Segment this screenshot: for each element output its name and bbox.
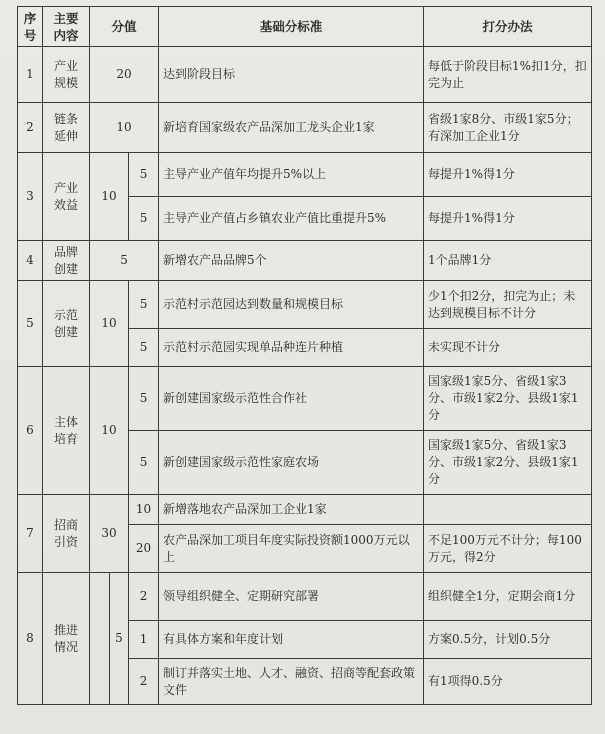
- item-standard: 制订并落实土地、人才、融资、招商等配套政策文件: [159, 659, 424, 705]
- item-score: 2: [129, 659, 159, 705]
- item-standard: 有具体方案和年度计划: [159, 621, 424, 659]
- row-no: 5: [18, 281, 43, 367]
- table-row: [18, 103, 592, 153]
- row-content: 链条延伸: [43, 103, 90, 153]
- header-row: [18, 7, 592, 47]
- item-method: 未实现不计分: [424, 329, 592, 367]
- table-row: [18, 241, 592, 281]
- item-method: 每提升1%得1分: [424, 197, 592, 241]
- table-row: [18, 495, 592, 525]
- table-row: [18, 47, 592, 103]
- row-content: 品牌创建: [43, 241, 90, 281]
- item-score: 5: [129, 197, 159, 241]
- item-method: 不足100万元不计分；每100万元，得2分: [424, 525, 592, 573]
- scoring-table: [17, 6, 592, 705]
- item-score: 20: [129, 525, 159, 573]
- item-method: 组织健全1分，定期会商1分: [424, 573, 592, 621]
- row-method: 省级1家8分、市级1家5分；有深加工企业1分: [424, 103, 592, 153]
- item-standard: 主导产业产值占乡镇农业产值比重提升5%: [159, 197, 424, 241]
- item-standard: 主导产业产值年均提升5%以上: [159, 153, 424, 197]
- table-row: [18, 367, 592, 431]
- row-no: 2: [18, 103, 43, 153]
- item-standard: 领导组织健全、定期研究部署: [159, 573, 424, 621]
- item-standard: 农产品深加工项目年度实际投资额1000万元以上: [159, 525, 424, 573]
- row-score: 30: [90, 495, 129, 573]
- item-score: 5: [129, 281, 159, 329]
- row-score: 10: [90, 153, 129, 241]
- header-standard: 基础分标准: [159, 7, 424, 47]
- item-standard: 新创建国家级示范性家庭农场: [159, 431, 424, 495]
- item-standard: 新创建国家级示范性合作社: [159, 367, 424, 431]
- row-content: 示范创建: [43, 281, 90, 367]
- row-score: 20: [90, 47, 159, 103]
- table-row: [18, 153, 592, 197]
- header-method: 打分办法: [424, 7, 592, 47]
- item-standard: 新增落地农产品深加工企业1家: [159, 495, 424, 525]
- item-method: 有1项得0.5分: [424, 659, 592, 705]
- row-score: 10: [90, 103, 159, 153]
- row-no: 3: [18, 153, 43, 241]
- item-standard: 示范村示范园达到数量和规模目标: [159, 281, 424, 329]
- row-score: 10: [90, 367, 129, 495]
- table-row: [18, 281, 592, 329]
- row-content: 招商引资: [43, 495, 90, 573]
- item-score: 5: [129, 431, 159, 495]
- item-score: 10: [129, 495, 159, 525]
- item-method: 国家级1家5分、省级1家3分、市级1家2分、县级1家1分: [424, 431, 592, 495]
- item-score: 5: [129, 329, 159, 367]
- header-score: 分值: [90, 7, 159, 47]
- row-no: 6: [18, 367, 43, 495]
- row-no: 4: [18, 241, 43, 281]
- item-method: 方案0.5分，计划0.5分: [424, 621, 592, 659]
- row-content: 推进情况: [43, 573, 90, 705]
- row-content: 产业规模: [43, 47, 90, 103]
- row-no: 1: [18, 47, 43, 103]
- row-no: 8: [18, 573, 43, 705]
- row-method: 1个品牌1分: [424, 241, 592, 281]
- row-method: 每低于阶段目标1%扣1分，扣完为止: [424, 47, 592, 103]
- item-standard: 示范村示范园实现单品种连片种植: [159, 329, 424, 367]
- header-content: 主要内容: [43, 7, 90, 47]
- row-no: 7: [18, 495, 43, 573]
- score-spacer: [90, 573, 110, 705]
- item-method: [424, 495, 592, 525]
- item-score: 5: [129, 367, 159, 431]
- item-score: 5: [129, 153, 159, 197]
- row-score: 10: [90, 281, 129, 367]
- item-method: 少1个扣2分，扣完为止；未达到规模目标不计分: [424, 281, 592, 329]
- header-no: 序号: [18, 7, 43, 47]
- row-standard: 新增农产品品牌5个: [159, 241, 424, 281]
- row-content: 主体培育: [43, 367, 90, 495]
- item-score: 2: [129, 573, 159, 621]
- item-method: 每提升1%得1分: [424, 153, 592, 197]
- row-standard: 新培育国家级农产品深加工龙头企业1家: [159, 103, 424, 153]
- row-score: 5: [110, 573, 129, 705]
- row-score: 5: [90, 241, 159, 281]
- row-standard: 达到阶段目标: [159, 47, 424, 103]
- item-score: 1: [129, 621, 159, 659]
- table-row: [18, 573, 592, 621]
- row-content: 产业效益: [43, 153, 90, 241]
- item-method: 国家级1家5分、省级1家3分、市级1家2分、县级1家1分: [424, 367, 592, 431]
